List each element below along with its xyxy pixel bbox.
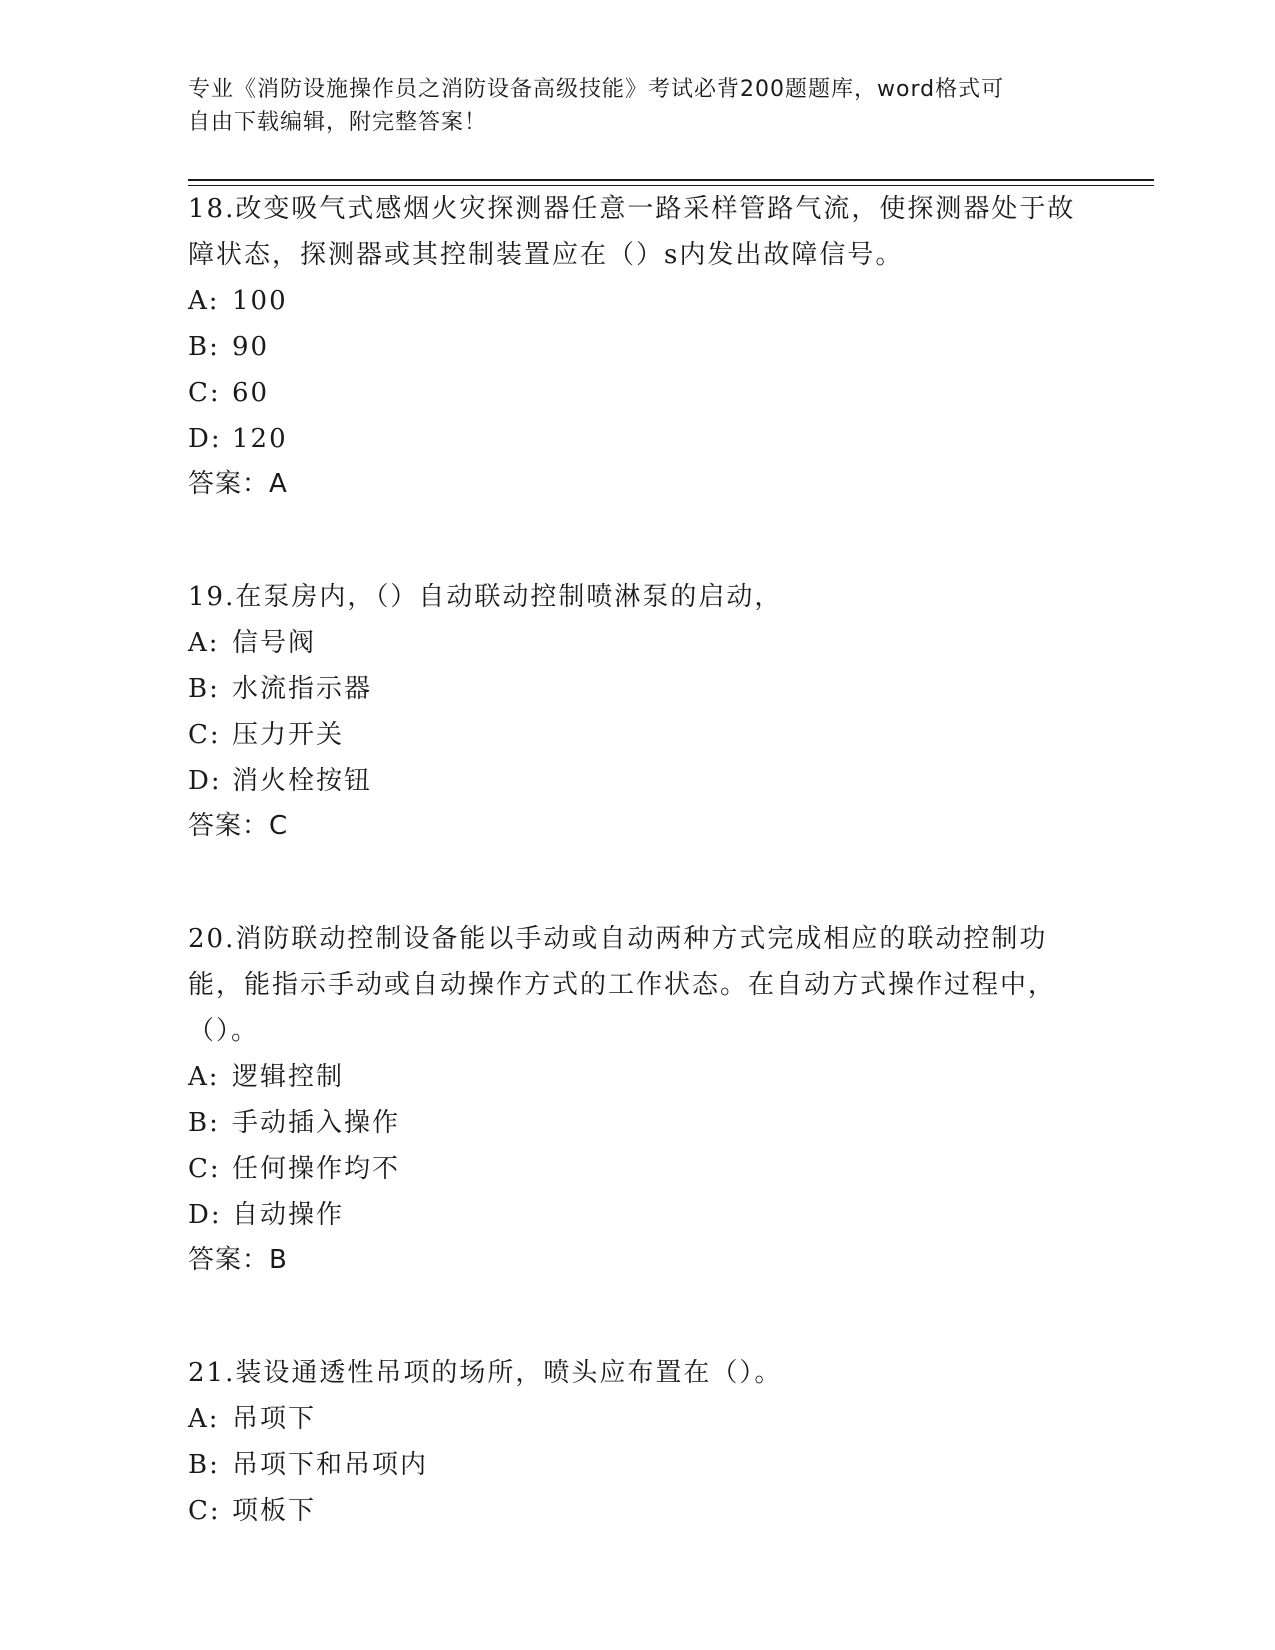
option-text: 自动操作 — [232, 1200, 345, 1230]
option-text: 水流指示器 — [232, 674, 373, 704]
question-gap — [188, 848, 1088, 916]
option-key: A: — [188, 1404, 220, 1434]
option-key: B: — [188, 1450, 220, 1480]
option-text: 90 — [232, 332, 270, 362]
option-key: A: — [188, 628, 220, 658]
header-line-2: 自由下载编辑，附完整答案！ — [188, 110, 488, 135]
header-line-1: 专业《消防设施操作员之消防设备高级技能》考试必背200题题库，word格式可 — [188, 77, 1005, 102]
option-key: B: — [188, 1108, 220, 1138]
option-b — [188, 1442, 1088, 1488]
option-c — [188, 1488, 1088, 1534]
option-a — [188, 620, 1088, 666]
option-text: 手动插入操作 — [232, 1108, 401, 1138]
question-list — [188, 186, 1088, 1534]
option-c — [188, 1146, 1088, 1192]
answer-line: 答案：A — [188, 469, 288, 499]
option-b — [188, 666, 1088, 712]
option-a — [188, 1054, 1088, 1100]
option-key: C: — [188, 378, 221, 408]
option-d — [188, 1192, 1088, 1238]
option-key: B: — [188, 332, 220, 362]
question-19 — [188, 574, 1088, 848]
question-stem: 21.装设通透性吊项的场所，喷头应布置在（）。 — [188, 1358, 783, 1388]
option-text: 逻辑控制 — [232, 1062, 345, 1092]
option-a — [188, 1396, 1088, 1442]
option-text: 项板下 — [232, 1496, 317, 1526]
option-text: 消火栓按钮 — [232, 766, 373, 796]
option-text: 吊项下 — [232, 1404, 317, 1434]
question-stem: 20.消防联动控制设备能以手动或自动两种方式完成相应的联动控制功能，能指示手动或自动操作方式的工作状态。在自动方式操作过程中，（）。 — [188, 924, 1057, 1046]
option-d — [188, 416, 1088, 462]
option-key: B: — [188, 674, 220, 704]
question-20 — [188, 916, 1088, 1282]
option-text: 100 — [232, 286, 288, 316]
question-gap — [188, 506, 1088, 574]
option-text: 任何操作均不 — [232, 1154, 401, 1184]
option-a — [188, 278, 1088, 324]
option-text: 120 — [232, 424, 288, 454]
option-key: C: — [188, 1154, 221, 1184]
option-key: C: — [188, 1496, 221, 1526]
option-b — [188, 324, 1088, 370]
answer-line: 答案：C — [188, 811, 289, 841]
option-c — [188, 370, 1088, 416]
option-key: A: — [188, 1062, 220, 1092]
option-text: 吊项下和吊项内 — [232, 1450, 429, 1480]
question-gap — [188, 1282, 1088, 1350]
answer-line: 答案：B — [188, 1245, 288, 1275]
option-key: D: — [188, 1200, 222, 1230]
option-text: 信号阀 — [232, 628, 317, 658]
question-stem: 18.改变吸气式感烟火灾探测器任意一路采样管路气流，使探测器处于故障状态，探测器或其控制装置应在（）s内发出故障信号。 — [188, 194, 1076, 270]
option-d — [188, 758, 1088, 804]
header-divider-thick — [188, 179, 1154, 181]
option-b — [188, 1100, 1088, 1146]
question-stem: 19.在泵房内，（）自动联动控制喷淋泵的启动， — [188, 582, 783, 612]
option-text: 60 — [232, 378, 270, 408]
question-18 — [188, 186, 1088, 506]
option-key: C: — [188, 720, 221, 750]
option-key: A: — [188, 286, 220, 316]
option-c — [188, 712, 1088, 758]
option-key: D: — [188, 766, 222, 796]
option-text: 压力开关 — [232, 720, 345, 750]
option-key: D: — [188, 424, 222, 454]
question-21 — [188, 1350, 1088, 1534]
document-header — [188, 73, 1068, 139]
